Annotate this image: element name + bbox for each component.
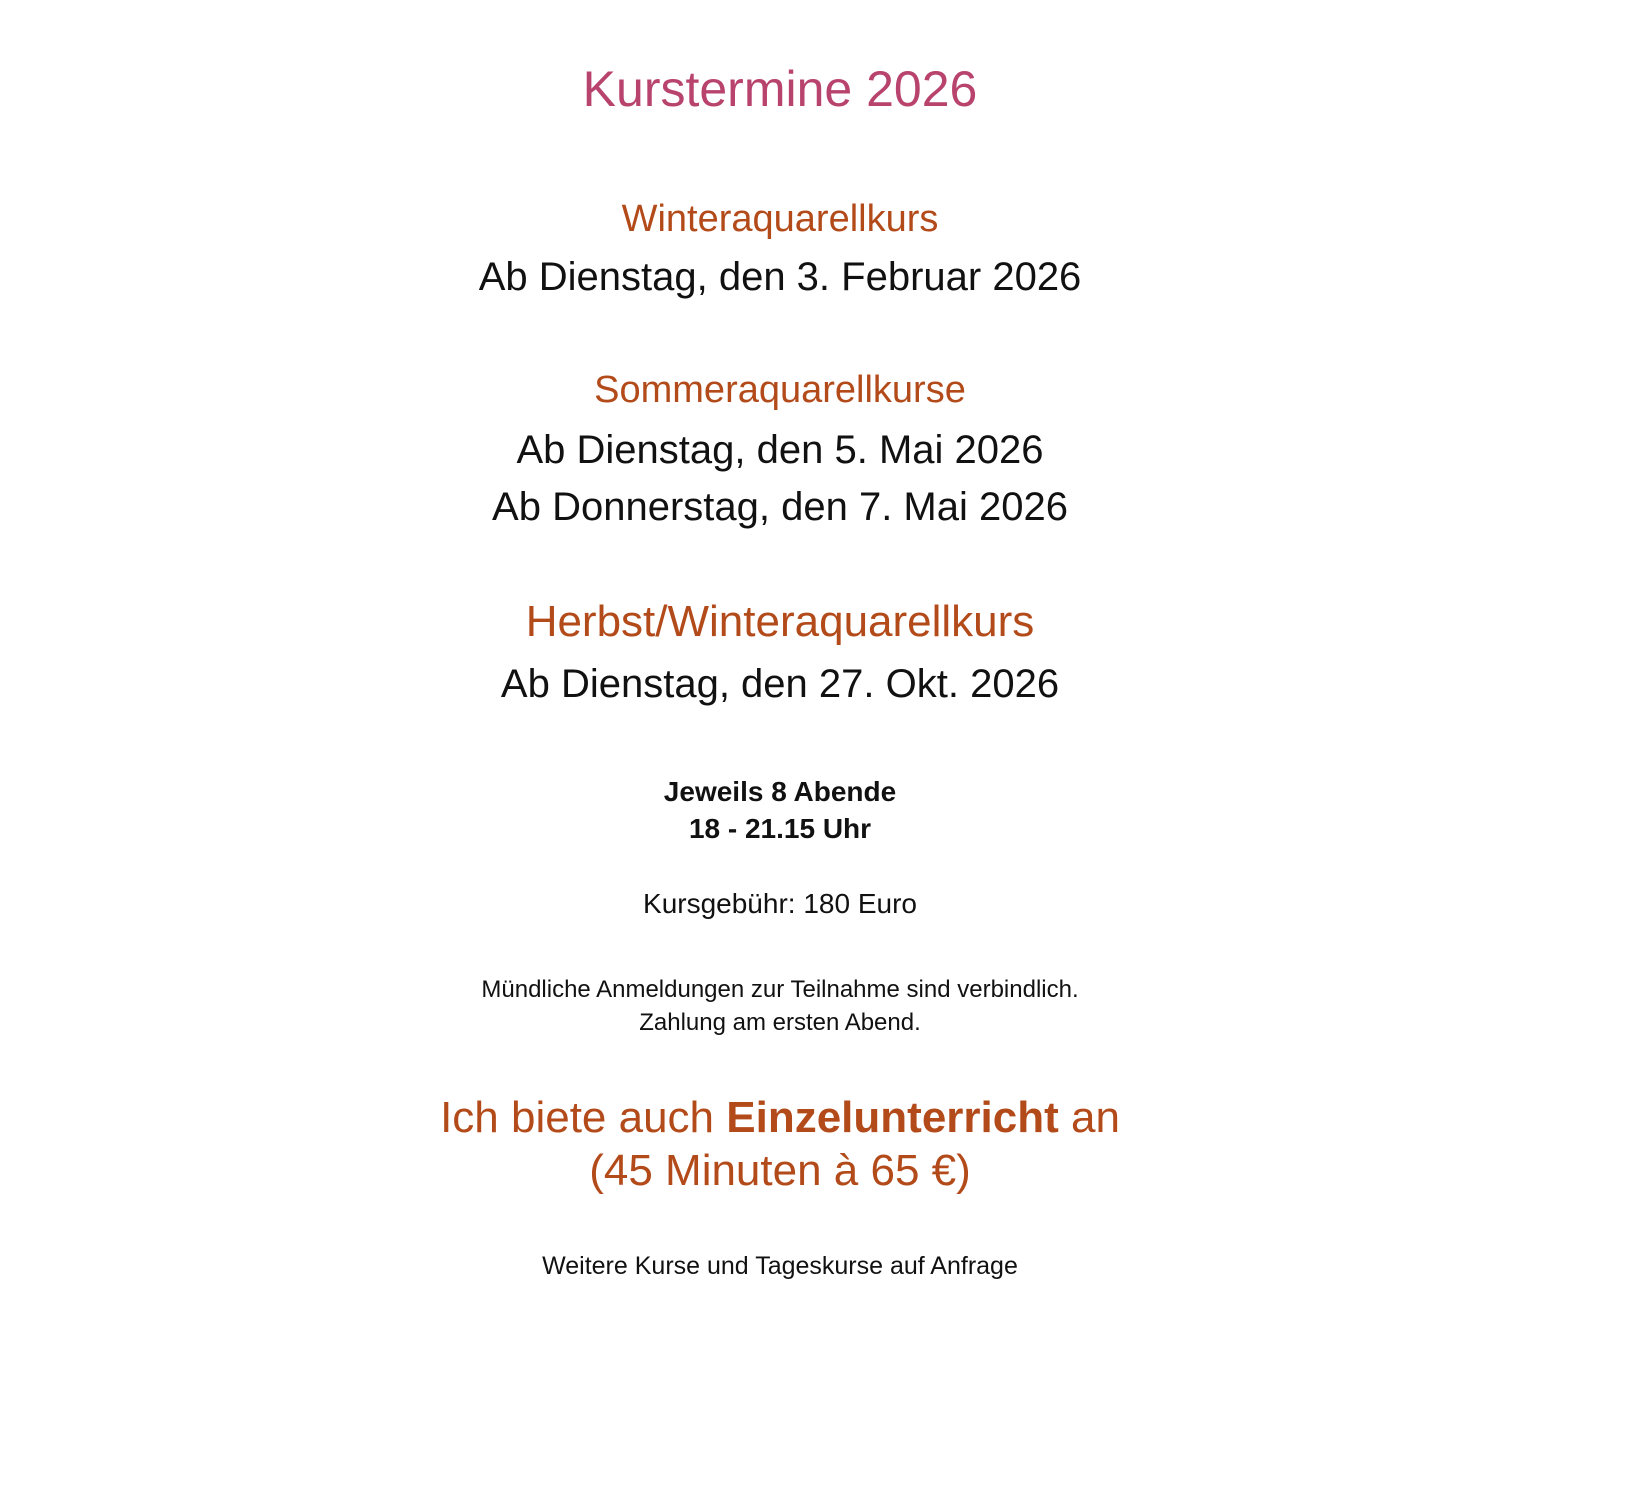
private-lessons-highlight: Einzelunterricht bbox=[726, 1093, 1059, 1142]
course-date-summer-tuesday: Ab Dienstag, den 5. Mai 2026 bbox=[516, 428, 1044, 472]
schedule-time: 18 - 21.15 Uhr bbox=[688, 813, 872, 844]
schedule-evenings: Jeweils 8 Abende bbox=[663, 776, 897, 807]
course-date-winter: Ab Dienstag, den 3. Februar 2026 bbox=[478, 255, 1082, 299]
private-lessons-offer bbox=[0, 1093, 1560, 1142]
private-lessons-suffix: an bbox=[1058, 1093, 1120, 1142]
course-date-autumn-winter: Ab Dienstag, den 27. Okt. 2026 bbox=[500, 662, 1060, 706]
page-title: Kurstermine 2026 bbox=[582, 61, 978, 117]
course-name-winter: Winteraquarellkurs bbox=[621, 198, 939, 240]
registration-terms: Mündliche Anmeldungen zur Teilnahme sind verbindlich. bbox=[481, 976, 1079, 1003]
course-name-autumn-winter: Herbst/Winteraquarellkurs bbox=[525, 597, 1035, 646]
private-lessons-price: (45 Minuten à 65 €) bbox=[589, 1146, 971, 1195]
further-courses-note: Weitere Kurse und Tageskurse auf Anfrage bbox=[542, 1252, 1018, 1280]
payment-terms: Zahlung am ersten Abend. bbox=[639, 1009, 921, 1036]
course-name-summer: Sommeraquarellkurse bbox=[594, 369, 966, 411]
course-date-summer-thursday: Ab Donnerstag, den 7. Mai 2026 bbox=[492, 485, 1068, 529]
private-lessons-prefix: Ich biete auch bbox=[440, 1093, 727, 1142]
course-fee: Kursgebühr: 180 Euro bbox=[643, 888, 917, 919]
